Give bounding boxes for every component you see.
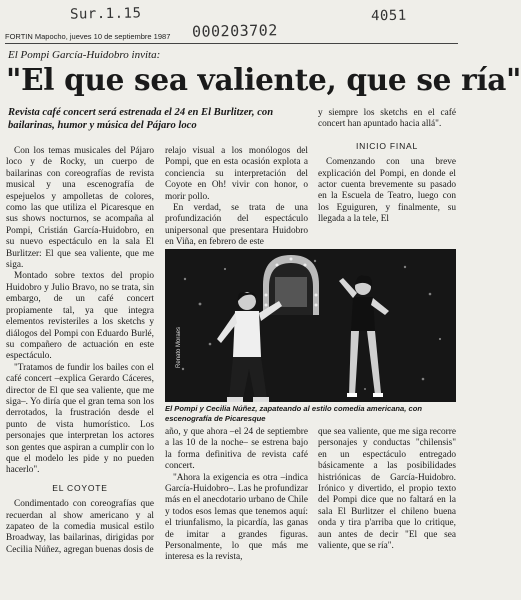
paragraph: relajo visual a los monólogos del Pompi, que en esta ocasión explota a conciencia su interpretación del Coyote en Oh! vivir con honor, o morir pollo. [165, 146, 308, 202]
handwritten-date-note: Sur.1.15 [69, 5, 142, 23]
article-deck: Revista café concert será estrenada el 24 en El Burlitzer, con bailarinas, humor y música del Pájaro loco [8, 107, 274, 131]
paragraph: Condimentado con coreografías que recuerdan al show americano y al zapateo de la comedia musical estilo Broadway, las bailarinas, dirigidas por Cecilia Núñez, agregan buenas dosis de [6, 499, 154, 555]
paragraph: Comenzando con una breve explicación del Pompi, en donde el actor cuenta brevemente su pasado en la Escuela de Teatro, luego con los Eguiguren, y finalmente, su llegada a la tele, El [318, 157, 456, 225]
paragraph: En verdad, se trata de una profundización del espectáculo unipersonal que presentara Huidobro en Viña, en febrero de este [165, 203, 308, 248]
article-photo [165, 249, 456, 402]
paragraph: "Ahora la exigencia es otra –indica García-Huidobro–. Las he profundizar más en el anecdotario urbano de Chile y todos esos lemas que tenemos aquí: el triunfalismo, la picardía, las ganas de imitar a grandes figuras. Personalmente, lo que más me interesa es la revista, [165, 472, 309, 563]
paragraph: y siempre los sketchs en el café concert han apuntado hacia allá". [318, 108, 456, 130]
article-column-2-top [165, 146, 308, 249]
article-column-2-bottom [165, 427, 308, 564]
photo-credit: Renato Moraes [176, 326, 182, 368]
paragraph: Montado sobre textos del propio Huidobro y Julio Bravo, no se trata, sin embargo, de un café concert propiamente tal, ya que integra elementos revisteriles a los sketchs y diálogos del Pompi con Eduardo Burlé, su compañero de actuación en este espectáculo. [6, 271, 154, 362]
article-kicker: El Pompi García-Huidobro invita: [8, 49, 161, 61]
photo-illustration [165, 249, 456, 402]
article-column-1 [6, 146, 154, 556]
paragraph: "Tratamos de fundir los bailes con el café concert –explica Gerardo Cáceres, director de El que sea valiente, que me siga–. Yo diría que el gran tema son los derrotados, la frustración desde el punto de vista humorístico. Los personajes que interpretan los actores son gentes que aspiran a cumplir con lo que el modelo les pide y no pueden hacerlo". [6, 362, 154, 476]
article-column-3-top [318, 108, 456, 226]
paragraph: que sea valiente, que me siga recorre personajes y conductas "chilensis" en un espectáculo entregado básicamente a las posibilidades histriónicas de García-Huidobro. Irónico y divertido, el propio texto del Pompi dice que no faltará en la sala El Burlitzer el chileno buena onda y tira p'arriba que lo critique, aun antes de decir "El que sea valiente, que se ría". [318, 427, 456, 552]
subheading-inicio-final: INICIO FINAL [355, 140, 419, 151]
photo-caption: El Pompi y Cecilia Núñez, zapateando al estilo comedia americana, con escenografía de Picaresque [165, 404, 423, 423]
subheading-el-coyote: EL COYOTE [52, 482, 108, 493]
header-rule [5, 43, 458, 44]
article-column-3-bottom [318, 427, 456, 552]
handwritten-catalog-number: 000203702 [191, 21, 278, 41]
handwritten-file-number: 4051 [370, 7, 407, 25]
newspaper-dateline: FORTIN Mapocho, jueves 10 de septiembre 1987 [5, 32, 171, 41]
article-headline: "El que sea valiente, que se ría" [6, 62, 521, 97]
paragraph: año, y que ahora –el 24 de septiembre a las 10 de la noche– se estrena bajo la forma definitiva de revista café concert. [165, 427, 308, 472]
paragraph: Con los temas musicales del Pájaro loco y de Rocky, un cuerpo de bailarinas con coreografías de revista musical y una escenografía de espejuelos y ampolletas de colores, como las que utiliza el Picaresque en sus shows nocturnos, se acompaña al Pompi, Cristián García-Huidobro, en su nuevo espectáculo en la sala El Burlitzer: El que sea valiente, que me siga. [6, 146, 154, 271]
